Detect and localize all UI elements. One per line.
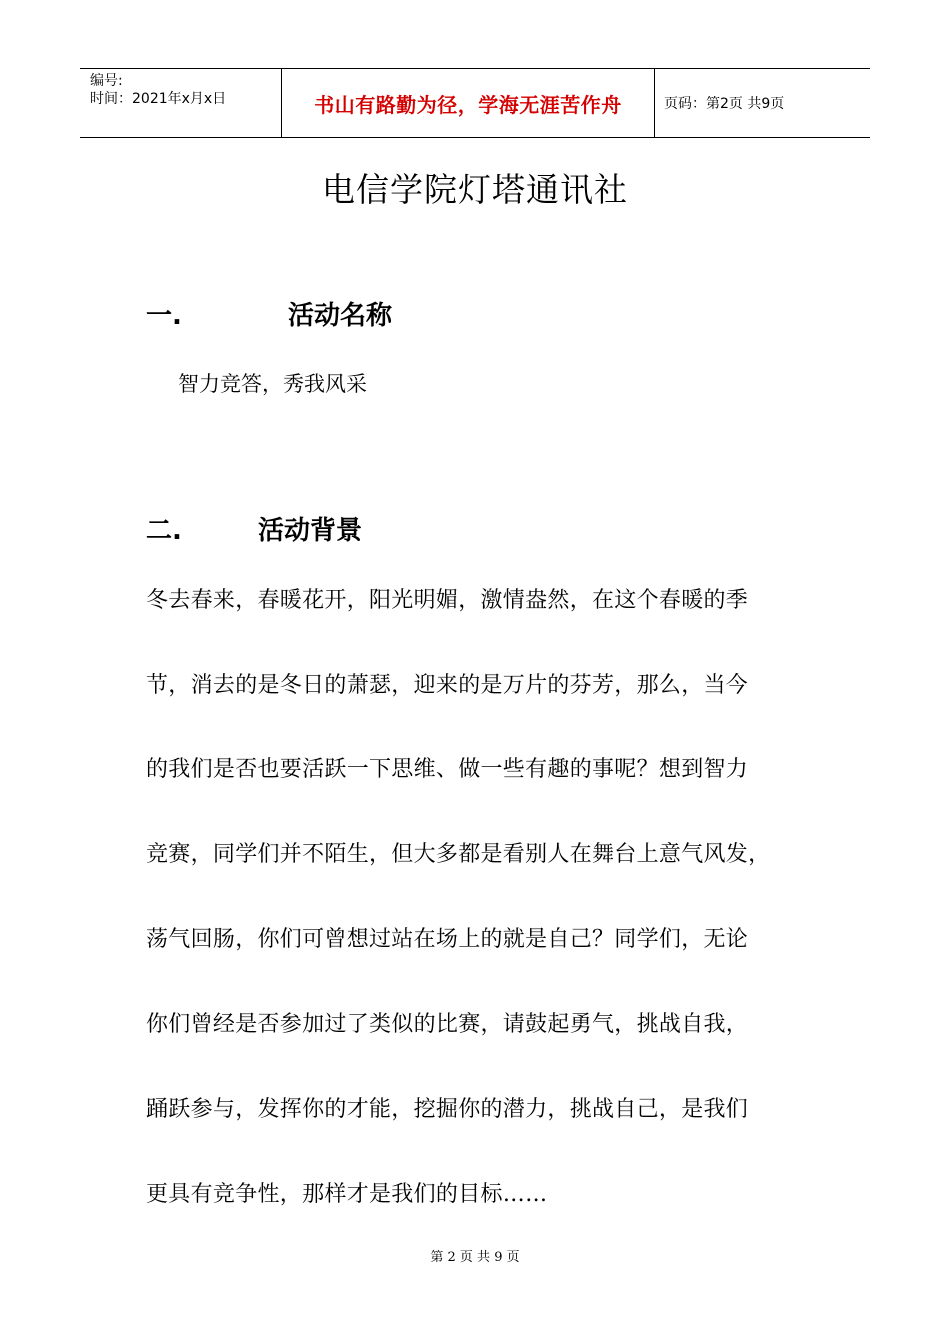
section-number: 一. (146, 301, 182, 331)
paragraph-line: 冬去春来，春暖花开，阳光明媚，激情盎然，在这个春暖的季 (146, 588, 749, 613)
header-motto-cell (281, 69, 655, 137)
number-label: 编号: (90, 73, 123, 89)
section-title: 活动名称 (288, 301, 393, 331)
section-number: 二. (146, 516, 182, 546)
paragraph-line: 竞赛，同学们并不陌生，但大多都是看别人在舞台上意气风发， (146, 842, 771, 867)
paragraph-line: 你们曾经是否参加过了类似的比赛，请鼓起勇气，挑战自我， (146, 1012, 749, 1037)
header-meta (80, 69, 281, 137)
page-footer: 第 2 页 共 9 页 (430, 1250, 520, 1265)
document-header (80, 68, 870, 138)
header-page-info (655, 69, 870, 137)
paragraph-line: 更具有竞争性，那样才是我们的目标…… (146, 1182, 548, 1207)
paragraph-line: 的我们是否也要活跃一下思维、做一些有趣的事呢？想到智力 (146, 757, 749, 782)
motto-text: 书山有路勤为径，学海无涯苦作舟 (314, 92, 622, 117)
time-label: 时间：2021年x月x日 (90, 91, 227, 107)
paragraph-line: 踊跃参与，发挥你的才能，挖掘你的潜力，挑战自己，是我们 (146, 1097, 749, 1122)
section-title: 活动背景 (258, 516, 363, 546)
page-info-text: 页码：第2页 共9页 (664, 96, 785, 112)
document-title: 电信学院灯塔通讯社 (322, 170, 628, 209)
paragraph-line: 节，消去的是冬日的萧瑟，迎来的是万片的芬芳，那么，当今 (146, 673, 749, 698)
paragraph-line: 荡气回肠，你们可曾想过站在场上的就是自己？同学们，无论 (146, 927, 749, 952)
activity-name-text: 智力竞答，秀我风采 (178, 372, 367, 396)
